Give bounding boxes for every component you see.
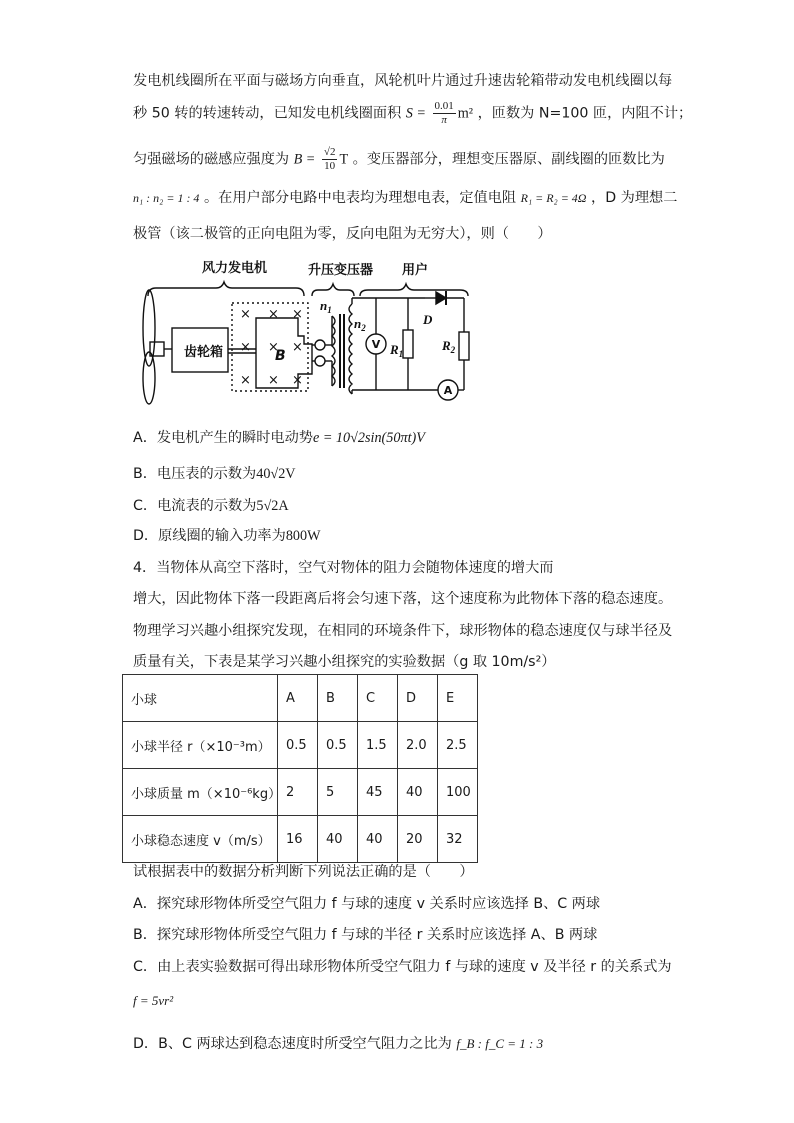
circuit-diagram — [140, 256, 480, 408]
table-cell: 2 — [278, 769, 318, 816]
ammeter-symbol: A — [443, 384, 453, 397]
diode-label: D — [423, 312, 433, 327]
table-cell: 小球 — [123, 675, 278, 722]
cross-mark: × — [268, 340, 279, 355]
option-b: B．电压表的示数为40√2V — [133, 466, 296, 482]
cross-mark: × — [268, 307, 279, 322]
table-row — [123, 816, 478, 863]
table-cell: 0.5 — [318, 722, 358, 769]
table-cell: 20 — [398, 816, 438, 863]
table-cell: 1.5 — [358, 722, 398, 769]
table-row — [123, 722, 478, 769]
area-fraction: $\frac{0.01}{\pi}$ — [434, 100, 454, 126]
q4-option-b: B．探究球形物体所受空气阻力 f 与球的半径 r 关系时应该选择 A、B 两球 — [133, 927, 598, 943]
q4-option-c-formula: f = 5vr² — [133, 993, 174, 1008]
option-a: A．发电机产生的瞬时电动势e = 10√2sin(50πt)V — [133, 430, 425, 446]
magnetic-field-crosses — [240, 307, 303, 388]
table-cell: 100 — [438, 769, 478, 816]
r1-label: $R_1$ — [390, 342, 404, 359]
cross-mark: × — [292, 307, 303, 322]
q4-line-3: 物理学习兴趣小组探究发现，在相同的环境条件下，球形物体的稳态速度仅与球半径及 — [133, 623, 673, 639]
table-cell: 40 — [398, 769, 438, 816]
label-step-up-transformer: 升压变压器 — [308, 263, 374, 278]
label-wind-generator: 风力发电机 — [202, 261, 268, 276]
field-fraction: $\frac{√2}{10}$ — [323, 146, 336, 172]
n1-label: $n_1$ — [320, 298, 332, 315]
table-cell: 16 — [278, 816, 318, 863]
table-cell: 40 — [318, 816, 358, 863]
resistor-values: R₁ = R₂ = 4Ω — [520, 191, 587, 205]
table-cell: C — [358, 675, 398, 722]
paragraph-line-5: 极管（该二极管的正向电阻为零，反向电阻为无穷大），则（ ） — [133, 226, 552, 242]
table-cell: 5 — [318, 769, 358, 816]
table-cell: 40 — [358, 816, 398, 863]
q4-option-a: A．探究球形物体所受空气阻力 f 与球的速度 v 关系时应该选择 B、C 两球 — [133, 896, 601, 912]
r2-label: $R_2$ — [442, 338, 456, 355]
experiment-table — [122, 674, 478, 863]
paragraph-line-2: 秒 50 转的转速转动，已知发电机线圈面积 S = $\frac{0.01}{\pi}$ m² ，匝数为 N=100 匝，内阻不计； — [133, 100, 693, 126]
cross-mark: × — [292, 373, 303, 388]
table-header-row — [123, 675, 478, 722]
table-cell: 45 — [358, 769, 398, 816]
label-user: 用户 — [402, 263, 429, 278]
table-cell: A — [278, 675, 318, 722]
paragraph-line-3: 匀强磁场的磁感应强度为 B = $\frac{√2}{10}$ T 。变压器部分，理想变压器原、副线圈的匝数比为 — [133, 146, 665, 172]
table-cell: 32 — [438, 816, 478, 863]
table-cell: E — [438, 675, 478, 722]
q4-line-4: 质量有关，下表是某学习兴趣小组探究的实验数据（g 取 10m/s²） — [133, 654, 556, 670]
area-symbol: S = — [405, 105, 426, 122]
option-d: D．原线圈的输入功率为800W — [133, 528, 321, 544]
cross-mark: × — [240, 307, 251, 322]
field-label-b: B — [275, 348, 286, 364]
q4-line-1: 4．当物体从高空下落时，空气对物体的阻力会随物体速度的增大而 — [133, 560, 554, 576]
table-cell: 2.0 — [398, 722, 438, 769]
cross-mark: × — [240, 340, 251, 355]
q4-option-c: C．由上表实验数据可得出球形物体所受空气阻力 f 与球的速度 v 及半径 r 的关系式为 — [133, 959, 672, 975]
cross-mark: × — [292, 340, 303, 355]
table-cell: B — [318, 675, 358, 722]
table-row — [123, 769, 478, 816]
gearbox-label: 齿轮箱 — [184, 345, 224, 360]
table-cell: 小球稳态速度 v（m/s） — [123, 816, 278, 863]
q4-line-2: 增大，因此物体下落一段距离后将会匀速下落，这个速度称为此物体下落的稳态速度。 — [133, 591, 673, 607]
table-cell: 小球质量 m（×10⁻⁶kg） — [123, 769, 278, 816]
cross-mark: × — [240, 373, 251, 388]
q4-option-d: D．B、C 两球达到稳态速度时所受空气阻力之比为 f_B : f_C = 1 : 3 — [133, 1036, 544, 1052]
table-cell: 2.5 — [438, 722, 478, 769]
cross-mark: × — [268, 373, 279, 388]
option-c: C．电流表的示数为5√2A — [133, 498, 289, 514]
table-cell: 0.5 — [278, 722, 318, 769]
table-cell: 小球半径 r（×10⁻³m） — [123, 722, 278, 769]
paragraph-line-4: n₁ : n₂ = 1 : 4 。在用户部分电路中电表均为理想电表，定值电阻 R₁ = R₂ = 4Ω ，D 为理想二 — [133, 190, 678, 206]
q4-prompt: 试根据表中的数据分析判断下列说法正确的是（ ） — [133, 864, 474, 880]
turns-ratio: n₁ : n₂ = 1 : 4 — [133, 191, 200, 205]
n2-label: $n_2$ — [354, 316, 366, 333]
voltmeter-symbol: V — [371, 338, 381, 351]
paragraph-line-1: 发电机线圈所在平面与磁场方向垂直，风轮机叶片通过升速齿轮箱带动发电机线圈以每 — [133, 73, 673, 89]
field-symbol: B = — [293, 151, 316, 168]
q4-option-d-formula: f_B : f_C = 1 : 3 — [456, 1036, 544, 1051]
table-cell: D — [398, 675, 438, 722]
